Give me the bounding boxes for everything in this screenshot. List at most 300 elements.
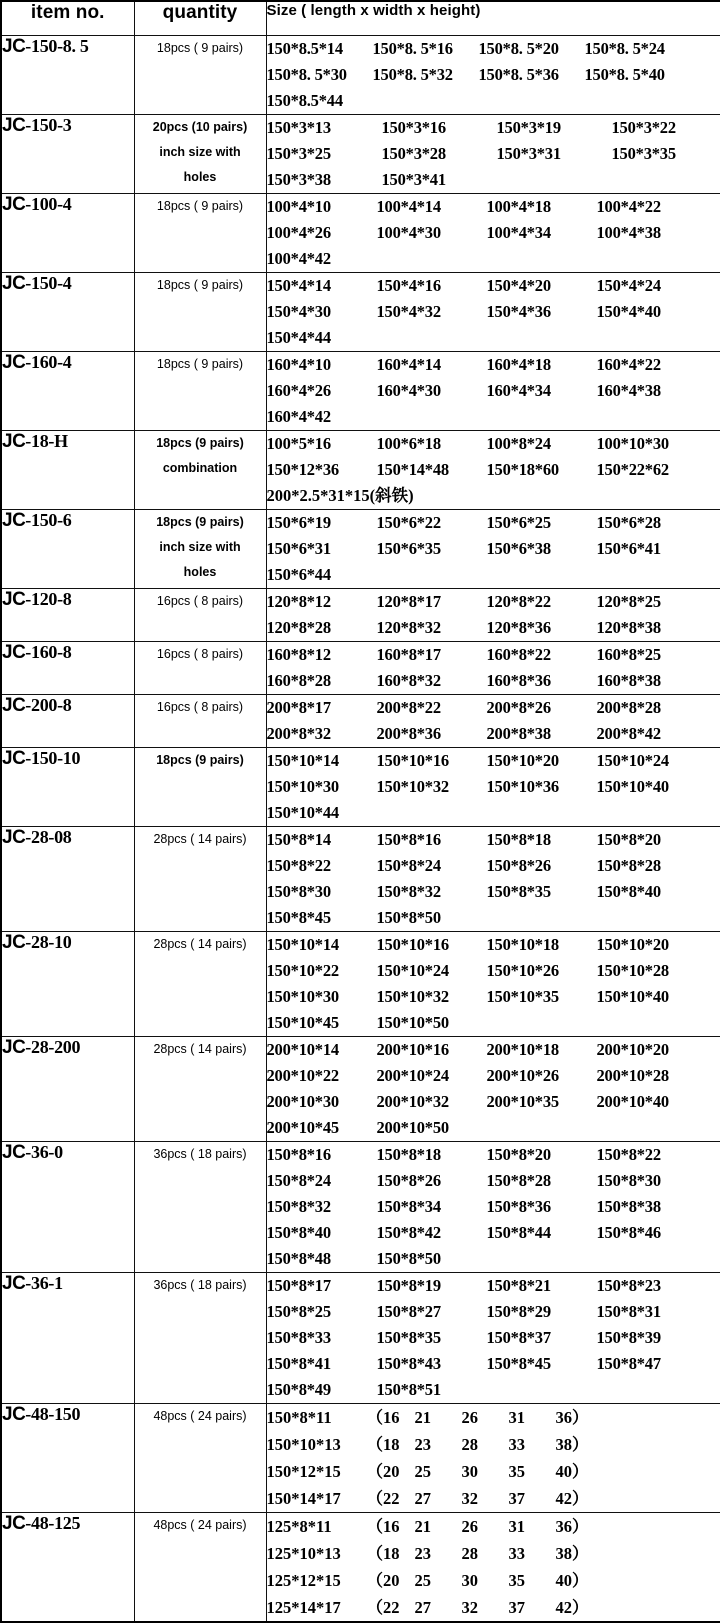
size-bracket-close: 42） — [556, 1485, 603, 1512]
size-token: 100*4*34 — [487, 220, 597, 246]
item-code-prefix: JC — [2, 827, 25, 848]
item-code-suffix: -36-0 — [25, 1142, 63, 1162]
size-line — [267, 1194, 720, 1220]
size-token: 150*3*19 — [497, 115, 612, 141]
size-token: 200*10*35 — [487, 1089, 597, 1115]
size-line — [267, 589, 720, 615]
size-token: 200*10*30 — [267, 1089, 377, 1115]
size-token: 160*8*17 — [377, 642, 487, 668]
item-no-cell — [1, 588, 134, 641]
quantity-cell — [134, 1512, 266, 1622]
table-row — [1, 1036, 720, 1141]
size-line — [267, 1299, 720, 1325]
size-line — [267, 1325, 720, 1351]
size-bracket-open: （20 — [367, 1458, 415, 1485]
size-token: 150*8*50 — [377, 1246, 487, 1272]
size-token: 150*8*42 — [377, 1220, 487, 1246]
item-no-cell — [1, 114, 134, 193]
size-token: 200*10*45 — [267, 1115, 377, 1141]
table-row — [1, 272, 720, 351]
quantity-line: inch size with — [135, 140, 266, 165]
table-row — [1, 509, 720, 588]
size-token: 150*8*38 — [597, 1194, 707, 1220]
size-line — [267, 1594, 720, 1621]
column-header-size: Size ( length x width x height) — [266, 1, 720, 35]
size-line — [267, 220, 720, 246]
size-token: 100*6*18 — [377, 431, 487, 457]
size-variant: 30 — [462, 1567, 509, 1594]
size-token: 150*6*22 — [377, 510, 487, 536]
quantity-line: 18pcs ( 9 pairs) — [135, 194, 266, 219]
size-cell — [266, 193, 720, 272]
size-token: 150*8*50 — [377, 905, 487, 931]
size-token: 150*10*32 — [377, 984, 487, 1010]
size-token: 150*10*50 — [377, 1010, 487, 1036]
size-token: 150*4*32 — [377, 299, 487, 325]
size-token: 150*8*23 — [597, 1273, 707, 1299]
size-token: 125*10*13 — [267, 1540, 367, 1567]
size-token: 160*8*32 — [377, 668, 487, 694]
size-token: 150*10*24 — [597, 748, 707, 774]
table-row — [1, 1272, 720, 1403]
size-bracket-close: 36） — [556, 1404, 603, 1431]
quantity-cell — [134, 1403, 266, 1512]
size-line — [267, 62, 720, 88]
size-token: 150*10*20 — [597, 932, 707, 958]
item-code — [2, 1273, 134, 1295]
item-code-suffix: -48-150 — [25, 1404, 80, 1424]
size-token: 150*8*39 — [597, 1325, 707, 1351]
item-no-cell — [1, 747, 134, 826]
size-cell — [266, 272, 720, 351]
size-token: 150*3*25 — [267, 141, 382, 167]
quantity-cell — [134, 272, 266, 351]
size-token: 150*8*18 — [487, 827, 597, 853]
quantity-cell — [134, 351, 266, 430]
size-token: 200*10*50 — [377, 1115, 487, 1141]
quantity-line: holes — [135, 560, 266, 585]
size-token: 120*8*38 — [597, 615, 707, 641]
size-token: 150*4*20 — [487, 273, 597, 299]
size-token: 150*8*29 — [487, 1299, 597, 1325]
size-line — [267, 431, 720, 457]
size-line — [267, 853, 720, 879]
size-line — [267, 536, 720, 562]
table-row — [1, 114, 720, 193]
size-token: 150*6*19 — [267, 510, 377, 536]
item-code-suffix: -150-4 — [25, 273, 71, 293]
size-token: 200*8*36 — [377, 721, 487, 747]
size-line — [267, 958, 720, 984]
item-code — [2, 36, 134, 58]
size-line — [267, 1458, 720, 1485]
item-code-suffix: -28-200 — [25, 1037, 80, 1057]
size-token: 150*10*32 — [377, 774, 487, 800]
size-variant: 25 — [415, 1458, 462, 1485]
size-line — [267, 1485, 720, 1512]
size-token: 120*8*28 — [267, 615, 377, 641]
size-token: 150*8. 5*36 — [479, 62, 585, 88]
item-no-cell — [1, 1512, 134, 1622]
size-cell — [266, 1036, 720, 1141]
item-code-suffix: -200-8 — [25, 695, 71, 715]
size-bracket-open: （22 — [367, 1485, 415, 1512]
size-token: 150*8*19 — [377, 1273, 487, 1299]
size-line — [267, 246, 720, 272]
size-token: 150*8*49 — [267, 1377, 377, 1403]
size-token: 160*4*18 — [487, 352, 597, 378]
size-token: 150*8*51 — [377, 1377, 487, 1403]
size-token: 200*8*42 — [597, 721, 707, 747]
quantity-cell — [134, 826, 266, 931]
size-cell — [266, 641, 720, 694]
size-token: 120*8*25 — [597, 589, 707, 615]
item-no-cell — [1, 35, 134, 114]
size-line — [267, 404, 720, 430]
quantity-line: 16pcs ( 8 pairs) — [135, 589, 266, 614]
size-token: 150*6*44 — [267, 562, 377, 588]
table-row — [1, 35, 720, 114]
size-token: 150*4*44 — [267, 325, 377, 351]
table-row — [1, 826, 720, 931]
size-cell — [266, 351, 720, 430]
size-line — [267, 1037, 720, 1063]
size-token: 150*10*24 — [377, 958, 487, 984]
size-line — [267, 1513, 720, 1540]
table-row — [1, 588, 720, 641]
size-token: 150*10*28 — [597, 958, 707, 984]
size-token: 150*8. 5*20 — [479, 36, 585, 62]
size-line — [267, 562, 720, 588]
size-token: 150*10*40 — [597, 774, 707, 800]
size-token: 150*3*13 — [267, 115, 382, 141]
size-token: 150*8. 5*24 — [585, 36, 691, 62]
size-token: 150*6*38 — [487, 536, 597, 562]
size-line — [267, 115, 720, 141]
item-no-cell — [1, 1272, 134, 1403]
size-token: 100*4*10 — [267, 194, 377, 220]
size-token: 200*10*40 — [597, 1089, 707, 1115]
size-token: 160*8*25 — [597, 642, 707, 668]
quantity-line: 36pcs ( 18 pairs) — [135, 1273, 266, 1298]
size-token: 160*8*12 — [267, 642, 377, 668]
quantity-cell — [134, 747, 266, 826]
size-token: 150*8*37 — [487, 1325, 597, 1351]
item-code — [2, 352, 134, 374]
size-token: 160*4*38 — [597, 378, 707, 404]
size-variant: 27 — [415, 1485, 462, 1512]
size-variant: 32 — [462, 1485, 509, 1512]
size-token: 200*10*14 — [267, 1037, 377, 1063]
size-token: 150*8*20 — [597, 827, 707, 853]
size-token: 150*10*18 — [487, 932, 597, 958]
size-token: 150*8*32 — [267, 1194, 377, 1220]
quantity-line: 18pcs (9 pairs) — [135, 510, 266, 535]
item-no-cell — [1, 193, 134, 272]
size-token: 150*8*36 — [487, 1194, 597, 1220]
size-token: 150*8*30 — [597, 1168, 707, 1194]
size-cell — [266, 509, 720, 588]
size-cell — [266, 1141, 720, 1272]
item-code-prefix: JC — [2, 1142, 25, 1163]
size-line — [267, 642, 720, 668]
size-token: 150*4*40 — [597, 299, 707, 325]
item-code-prefix: JC — [2, 748, 25, 769]
size-line — [267, 1273, 720, 1299]
quantity-cell — [134, 1272, 266, 1403]
quantity-cell — [134, 641, 266, 694]
size-token: 200*10*32 — [377, 1089, 487, 1115]
size-line — [267, 1351, 720, 1377]
size-token: 120*8*12 — [267, 589, 377, 615]
size-variant: 23 — [415, 1431, 462, 1458]
size-token: 150*6*31 — [267, 536, 377, 562]
size-token: 200*8*38 — [487, 721, 597, 747]
item-no-cell — [1, 931, 134, 1036]
size-token: 150*8. 5*32 — [373, 62, 479, 88]
size-bracket-close: 42） — [556, 1594, 603, 1621]
size-token: 160*8*22 — [487, 642, 597, 668]
size-token: 150*8. 5*30 — [267, 62, 373, 88]
item-code-suffix: -28-08 — [25, 827, 71, 847]
size-token: 100*4*26 — [267, 220, 377, 246]
size-bracket-open: （16 — [367, 1404, 415, 1431]
size-variant: 27 — [415, 1594, 462, 1621]
item-code-prefix: JC — [2, 1037, 25, 1058]
quantity-line: 48pcs ( 24 pairs) — [135, 1513, 266, 1538]
size-token: 160*8*38 — [597, 668, 707, 694]
size-token: 150*8*32 — [377, 879, 487, 905]
size-token: 150*3*31 — [497, 141, 612, 167]
quantity-line: 28pcs ( 14 pairs) — [135, 827, 266, 852]
size-token: 150*8*14 — [267, 827, 377, 853]
size-variant: 28 — [462, 1540, 509, 1567]
size-token: 200*2.5*31*15(斜铁) — [267, 483, 414, 509]
size-token: 150*10*44 — [267, 800, 377, 826]
size-line — [267, 800, 720, 826]
size-line — [267, 1246, 720, 1272]
size-variant: 31 — [509, 1404, 556, 1431]
size-line — [267, 1404, 720, 1431]
size-variant: 35 — [509, 1458, 556, 1485]
size-token: 150*10*30 — [267, 774, 377, 800]
size-token: 150*8*16 — [267, 1142, 377, 1168]
item-code — [2, 431, 134, 453]
quantity-cell — [134, 114, 266, 193]
quantity-line: combination — [135, 456, 266, 481]
size-token: 150*8. 5*40 — [585, 62, 691, 88]
size-line — [267, 378, 720, 404]
size-token: 125*8*11 — [267, 1513, 367, 1540]
size-token: 150*8*26 — [487, 853, 597, 879]
size-token: 150*6*35 — [377, 536, 487, 562]
size-variant: 32 — [462, 1594, 509, 1621]
size-token: 150*10*26 — [487, 958, 597, 984]
item-code — [2, 194, 134, 216]
size-token: 150*10*13 — [267, 1431, 367, 1458]
quantity-cell — [134, 193, 266, 272]
quantity-line: 28pcs ( 14 pairs) — [135, 1037, 266, 1062]
size-token: 150*6*25 — [487, 510, 597, 536]
size-token: 160*4*10 — [267, 352, 377, 378]
size-token: 150*8*22 — [267, 853, 377, 879]
quantity-line: 18pcs (9 pairs) — [135, 748, 266, 773]
size-variant: 35 — [509, 1567, 556, 1594]
size-bracket-close: 38） — [556, 1431, 603, 1458]
size-line — [267, 1142, 720, 1168]
size-bracket-close: 40） — [556, 1458, 603, 1485]
item-no-cell — [1, 430, 134, 509]
item-code-suffix: -150-6 — [25, 510, 71, 530]
item-no-cell — [1, 694, 134, 747]
size-cell — [266, 588, 720, 641]
size-variant: 26 — [462, 1404, 509, 1431]
size-token: 150*8*28 — [597, 853, 707, 879]
size-token: 120*8*32 — [377, 615, 487, 641]
size-line — [267, 1115, 720, 1141]
quantity-cell — [134, 430, 266, 509]
item-code — [2, 510, 134, 532]
item-code — [2, 1142, 134, 1164]
size-token: 150*3*41 — [382, 167, 497, 193]
size-token: 150*8*11 — [267, 1404, 367, 1431]
size-token: 150*3*22 — [612, 115, 720, 141]
table-row — [1, 1403, 720, 1512]
size-token: 150*8*47 — [597, 1351, 707, 1377]
size-token: 100*4*18 — [487, 194, 597, 220]
size-token: 150*14*17 — [267, 1485, 367, 1512]
table-row — [1, 747, 720, 826]
item-code-suffix: -150-10 — [25, 748, 80, 768]
size-line — [267, 879, 720, 905]
table-row — [1, 694, 720, 747]
quantity-line: 16pcs ( 8 pairs) — [135, 642, 266, 667]
item-no-cell — [1, 641, 134, 694]
size-token: 150*10*14 — [267, 932, 377, 958]
size-token: 100*5*16 — [267, 431, 377, 457]
size-token: 160*4*22 — [597, 352, 707, 378]
size-token: 150*4*24 — [597, 273, 707, 299]
column-header-quantity: quantity — [134, 1, 266, 35]
size-token: 150*10*40 — [597, 984, 707, 1010]
item-code-suffix: -100-4 — [25, 194, 71, 214]
size-token: 200*8*26 — [487, 695, 597, 721]
size-variant: 37 — [509, 1485, 556, 1512]
item-code — [2, 827, 134, 849]
quantity-line: 36pcs ( 18 pairs) — [135, 1142, 266, 1167]
size-line — [267, 905, 720, 931]
quantity-cell — [134, 1036, 266, 1141]
size-token: 150*8*45 — [267, 905, 377, 931]
size-cell — [266, 1512, 720, 1622]
item-code — [2, 273, 134, 295]
size-bracket-close: 40） — [556, 1567, 603, 1594]
size-token: 150*12*15 — [267, 1458, 367, 1485]
size-token: 160*8*28 — [267, 668, 377, 694]
size-token: 160*4*34 — [487, 378, 597, 404]
quantity-line: 18pcs ( 9 pairs) — [135, 352, 266, 377]
item-code-prefix: JC — [2, 695, 25, 716]
item-no-cell — [1, 509, 134, 588]
size-token: 150*18*60 — [487, 457, 597, 483]
size-line — [267, 932, 720, 958]
size-token: 150*4*36 — [487, 299, 597, 325]
size-token: 150*22*62 — [597, 457, 707, 483]
item-code-suffix: -48-125 — [25, 1513, 80, 1533]
size-token: 150*8*27 — [377, 1299, 487, 1325]
size-token: 150*3*28 — [382, 141, 497, 167]
size-token: 150*8*17 — [267, 1273, 377, 1299]
size-token: 200*10*28 — [597, 1063, 707, 1089]
item-code-prefix: JC — [2, 431, 25, 452]
quantity-line: 20pcs (10 pairs) — [135, 115, 266, 140]
item-code — [2, 695, 134, 717]
quantity-cell — [134, 509, 266, 588]
size-token: 200*8*22 — [377, 695, 487, 721]
size-line — [267, 1168, 720, 1194]
quantity-line: 48pcs ( 24 pairs) — [135, 1404, 266, 1429]
size-token: 100*4*22 — [597, 194, 707, 220]
size-token: 150*8*26 — [377, 1168, 487, 1194]
quantity-line: holes — [135, 165, 266, 190]
size-token: 150*10*35 — [487, 984, 597, 1010]
item-code-prefix: JC — [2, 36, 25, 57]
size-token: 160*4*42 — [267, 404, 377, 430]
size-token: 150*3*35 — [612, 141, 720, 167]
size-line — [267, 827, 720, 853]
size-token: 100*8*24 — [487, 431, 597, 457]
size-token: 150*8*21 — [487, 1273, 597, 1299]
size-token: 150*10*14 — [267, 748, 377, 774]
size-line — [267, 510, 720, 536]
item-no-cell — [1, 1403, 134, 1512]
item-code-suffix: -160-8 — [25, 642, 71, 662]
size-token: 200*10*16 — [377, 1037, 487, 1063]
size-variant: 37 — [509, 1594, 556, 1621]
item-code — [2, 932, 134, 954]
size-token: 150*8*25 — [267, 1299, 377, 1325]
quantity-cell — [134, 694, 266, 747]
item-code-prefix: JC — [2, 194, 25, 215]
table-row — [1, 931, 720, 1036]
item-code — [2, 748, 134, 770]
table-row — [1, 351, 720, 430]
size-line — [267, 1220, 720, 1246]
size-token: 160*4*30 — [377, 378, 487, 404]
item-code-prefix: JC — [2, 1404, 25, 1425]
item-no-cell — [1, 1036, 134, 1141]
size-token: 150*10*30 — [267, 984, 377, 1010]
item-code-suffix: -36-1 — [25, 1273, 63, 1293]
item-code-prefix: JC — [2, 589, 25, 610]
size-line — [267, 1567, 720, 1594]
size-token: 100*4*30 — [377, 220, 487, 246]
size-token: 160*4*14 — [377, 352, 487, 378]
quantity-line: 18pcs ( 9 pairs) — [135, 273, 266, 298]
table-row — [1, 430, 720, 509]
size-line — [267, 457, 720, 483]
size-line — [267, 88, 720, 114]
size-token: 200*10*18 — [487, 1037, 597, 1063]
size-token: 150*14*48 — [377, 457, 487, 483]
size-token: 200*8*17 — [267, 695, 377, 721]
table-row — [1, 193, 720, 272]
size-token: 150*10*22 — [267, 958, 377, 984]
size-token: 100*4*14 — [377, 194, 487, 220]
size-variant: 31 — [509, 1513, 556, 1540]
table-row — [1, 1141, 720, 1272]
size-cell — [266, 1403, 720, 1512]
